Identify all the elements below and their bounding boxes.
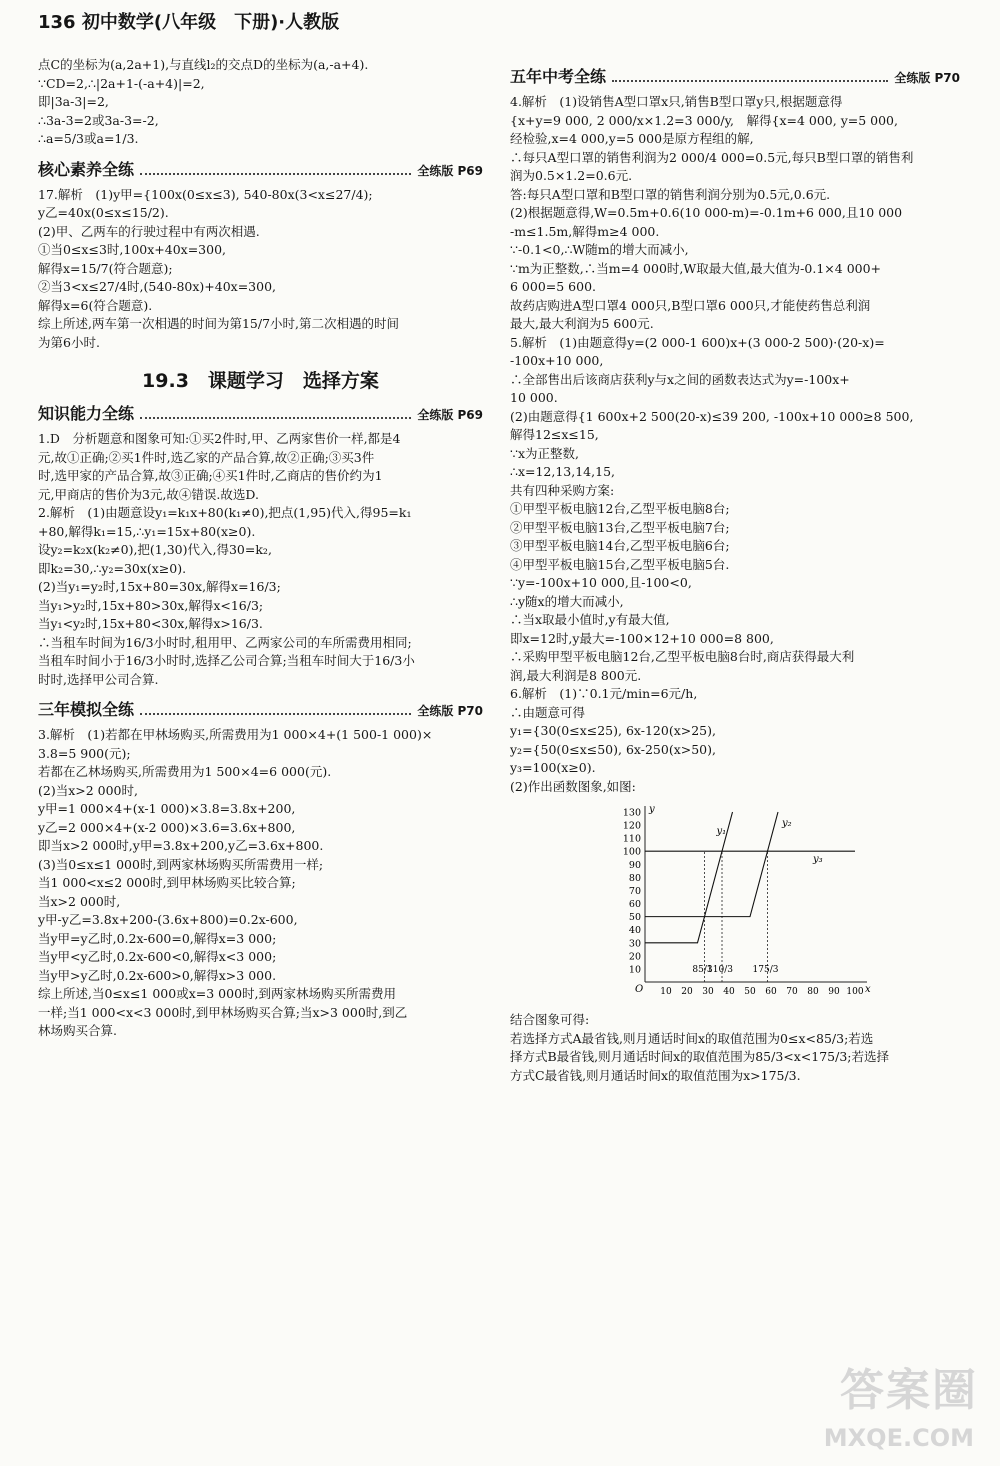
text-line: (2)由题意得{1 600x+2 500(20-x)≤39 200, -100x+10 000≥8 500, [510, 408, 914, 424]
text-line: 一样;当1 000<x<3 000时,到甲林场购买合算;当x>3 000时,到乙 [38, 1004, 408, 1020]
text-line: 解得x=6(符合题意). [38, 297, 153, 313]
text-line: 时时,选择甲公司合算. [38, 671, 159, 687]
text-line: 6 000=5 600. [510, 279, 597, 294]
function-graph [605, 802, 875, 1007]
text-line: (2)当y₁=y₂时,15x+80=30x,解得x=16/3; [38, 579, 281, 594]
y-tick-label: 30 [628, 938, 641, 950]
x-axis-label: x [865, 984, 871, 995]
text-line: (2)根据题意得,W=0.5m+0.6(10 000-m)=-0.1m+6 000,且10 000 [510, 205, 903, 220]
left-column [38, 56, 483, 1041]
text-line: 即当x>2 000时,y甲=3.8x+200,y乙=3.6x+800. [38, 838, 324, 853]
text-line: 综上所述,当0≤x≤1 000或x=3 000时,到两家林场购买所需费用 [38, 986, 396, 1001]
text-line: 润为0.5×1.2=0.6元. [510, 168, 633, 183]
text-line: ③甲型平板电脑14台,乙型平板电脑6台; [510, 538, 730, 553]
text-line: 2.解析 (1)由题意设y₁=k₁x+80(k₁≠0),把点(1,95)代入,得95=k₁ [38, 505, 412, 520]
x-tick-label: 80 [807, 987, 819, 997]
section-header [38, 401, 483, 424]
right-column-text [510, 64, 960, 796]
text-line: 若都在乙林场购买,所需费用为1 500×4=6 000(元). [38, 764, 332, 779]
text-line: 为第6小时. [38, 334, 100, 350]
y-tick-label: 100 [622, 846, 641, 858]
text-line: 结合图象可得: [510, 1012, 590, 1027]
section-title: 三年模拟全练 [38, 700, 135, 719]
section-page-ref: 全练版 P69 [417, 163, 483, 178]
text-line: y甲-y乙=3.8x+200-(3.6x+800)=0.2x-600, [38, 912, 298, 927]
y-axis-label: y [649, 804, 655, 815]
text-line: 共有四种采购方案: [510, 482, 615, 498]
section-header [38, 697, 483, 720]
text-line: 当y甲=y乙时,0.2x-600=0,解得x=3 000; [38, 930, 277, 946]
text-line: 当y甲>y乙时,0.2x-600>0,解得x>3 000. [38, 967, 277, 983]
x-tick-label: 100 [846, 987, 864, 997]
text-line: (2)甲、乙两车的行驶过程中有两次相遇. [38, 223, 260, 239]
text-line: 当租车时间小于16/3小时时,选择乙公司合算;当租车时间大于16/3小 [38, 653, 415, 668]
x-tick-label: 70 [786, 987, 798, 997]
text-line: ∵y=-100x+10 000,且-100<0, [510, 575, 692, 590]
y-tick-label: 90 [628, 859, 641, 871]
text-line: ∴y随x的增大而减小, [510, 593, 624, 609]
text-line: ∴由题意可得 [510, 704, 586, 720]
text-line: 若选择方式A最省钱,则月通话时间x的取值范围为0≤x<85/3;若选 [510, 1030, 874, 1046]
series-label: y₃ [813, 854, 823, 866]
y-tick-label: 70 [628, 885, 641, 897]
text-line: 答:每只A型口罩和B型口罩的销售利润分别为0.5元,0.6元. [510, 186, 831, 202]
text-line: 故药店购进A型口罩4 000只,B型口罩6 000只,才能使药售总利润 [510, 297, 871, 313]
text-line: 6.解析 (1)∵0.1元/min=6元/h, [510, 686, 698, 701]
section-page-ref: 全练版 P70 [417, 704, 483, 718]
text-line: ∵x为正整数, [510, 445, 579, 461]
text-line: ∵m为正整数,∴当m=4 000时,W取最大值,最大值为-0.1×4 000+ [510, 260, 882, 276]
right-column-conclusion [510, 1011, 960, 1085]
text-line: 点C的坐标为(a,2a+1),与直线l₂的交点D的坐标为(a,-a+4). [38, 57, 369, 72]
text-line: 元,甲商店的售价为3元,故④错误.故选D. [38, 486, 259, 502]
text-line: 择方式B最省钱,则月通话时间x的取值范围为85/3<x<175/3;若选择 [510, 1049, 890, 1064]
text-line: ∴当x取最小值时,y有最大值, [510, 612, 670, 627]
x-tick-label: 60 [765, 987, 777, 997]
text-line: 即x=12时,y最大=-100×12+10 000=8 800, [510, 630, 774, 646]
text-line: ∴全部售出后该商店获利y与x之间的函数表达式为y=-100x+ [510, 371, 850, 387]
page-header: 136 初中数学(八年级 下册)·人教版 [38, 12, 340, 33]
y-tick-label: 120 [622, 820, 641, 832]
text-line: 解得x=15/7(符合题意); [38, 260, 173, 276]
section-header [38, 157, 483, 180]
x-tick-label: 20 [681, 987, 693, 997]
text-line: ②甲型平板电脑13台,乙型平板电脑7台; [510, 519, 730, 535]
text-line: 时,选甲家的产品合算,故③正确;④买1件时,乙商店的售价约为1 [38, 468, 383, 483]
y-tick-label: 60 [628, 899, 641, 911]
section-title: 核心素养全练 [38, 159, 135, 179]
text-line: {x+y=9 000, 2 000/x×1.2=3 000/y, 解得{x=4 000, y=5 000, [510, 112, 898, 128]
text-line: 当1 000<x≤2 000时,到甲林场购买比较合算; [38, 875, 296, 890]
text-line: 3.解析 (1)若都在甲林场购买,所需费用为1 000×4+(1 500-1 000)× [38, 727, 433, 742]
text-line: 即|3a-3|=2, [38, 94, 109, 109]
text-line: 当y₁<y₂时,15x+80<30x,解得x>16/3. [38, 616, 263, 631]
dotted-leader [140, 407, 411, 419]
watermark-url: MXQE.COM [823, 1424, 974, 1452]
section-title: 知识能力全练 [38, 404, 135, 423]
text-line: 解得12≤x≤15, [510, 427, 599, 442]
x-tick-label: 40 [723, 987, 735, 997]
text-line: y₁={30(0≤x≤25), 6x-120(x>25), [510, 723, 716, 738]
x-tick-label: 10 [660, 987, 672, 997]
text-line: ∴当租车时间为16/3小时时,租用甲、乙两家公司的车所需费用相同; [38, 634, 412, 650]
text-line: 5.解析 (1)由题意得y=(2 000-1 600)x+(3 000-2 500)·(20-x)= [510, 334, 885, 350]
x-tick-label: 30 [702, 987, 714, 997]
text-line: ②当3<x≤27/4时,(540-80x)+40x=300, [38, 279, 277, 294]
dotted-leader [140, 703, 411, 715]
text-line: 即k₂=30,∴y₂=30x(x≥0). [38, 560, 187, 576]
text-line: +80,解得k₁=15,∴y₁=15x+80(x≥0). [38, 523, 256, 539]
section-page-ref: 全练版 P69 [417, 408, 483, 422]
text-line: 17.解析 (1)y甲={100x(0≤x≤3), 540-80x(3<x≤27/4); [38, 186, 373, 202]
text-line: 元,故①正确;②买1件时,选乙家的产品合算,故②正确;③买3件 [38, 449, 375, 465]
text-line: 综上所述,两车第一次相遇的时间为第15/7小时,第二次相遇的时间 [38, 316, 400, 331]
text-line: ∴a=5/3或a=1/3. [38, 131, 139, 146]
text-line: 10 000. [510, 390, 558, 405]
text-line: -m≤1.5m,解得m≥4 000. [510, 223, 660, 239]
text-line: 当x>2 000时, [38, 893, 121, 909]
text-line: 1.D 分析题意和图象可知:①买2件时,甲、乙两家售价一样,都是4 [38, 431, 401, 446]
y-tick-label: 80 [628, 872, 641, 884]
section-page-ref: 全练版 P70 [894, 71, 960, 85]
text-line: 设y₂=k₂x(k₂≠0),把(1,30)代入,得30=k₂, [38, 542, 272, 557]
y-tick-label: 110 [622, 833, 641, 845]
text-line: ①甲型平板电脑12台,乙型平板电脑8台; [510, 501, 730, 516]
section-header [510, 64, 960, 87]
x-annotation: 110/3 [707, 965, 733, 975]
text-line: y甲=1 000×4+(x-1 000)×3.8=3.8x+200, [38, 801, 296, 816]
y-tick-label: 10 [628, 964, 641, 976]
text-line: y乙=40x(0≤x≤15/2). [38, 205, 169, 220]
dotted-leader [140, 163, 411, 175]
text-line: (2)作出函数图象,如图: [510, 778, 636, 794]
y-tick-label: 130 [622, 807, 641, 819]
text-line: 当y₁>y₂时,15x+80>30x,解得x<16/3; [38, 597, 264, 613]
text-line: ∴采购甲型平板电脑12台,乙型平板电脑8台时,商店获得最大利 [510, 649, 855, 664]
y-tick-label: 50 [628, 912, 641, 924]
text-line: ④甲型平板电脑15台,乙型平板电脑5台. [510, 556, 730, 572]
series-line-2 [645, 812, 778, 917]
text-line: 3.8=5 900(元); [38, 745, 131, 761]
text-line: -100x+10 000, [510, 353, 604, 368]
y-tick-label: 40 [628, 925, 641, 937]
x-annotation: 175/3 [752, 965, 779, 975]
section-title: 五年中考全练 [510, 67, 607, 86]
text-line: ∵CD=2,∴|2a+1-(-a+4)|=2, [38, 75, 205, 91]
right-column [510, 56, 960, 1085]
y-tick-label: 20 [628, 951, 641, 963]
text-line: y₃=100(x≥0). [510, 760, 596, 775]
text-line: ∵-0.1<0,∴W随m的增大而减小, [510, 242, 689, 257]
text-line: 润,最大利润是8 800元. [510, 667, 642, 683]
series-label: y₁ [716, 826, 727, 837]
text-line: ∴3a-3=2或3a-3=-2, [38, 112, 159, 128]
text-line: ∴x=12,13,14,15, [510, 464, 615, 479]
text-line: 4.解析 (1)设销售A型口罩x只,销售B型口罩y只,根据题意得 [510, 94, 843, 109]
text-line: 当y甲<y乙时,0.2x-600<0,解得x<3 000; [38, 949, 277, 964]
text-line: ∴每只A型口罩的销售利润为2 000/4 000=0.5元,每只B型口罩的销售利 [510, 149, 914, 165]
lesson-title: 19.3 课题学习 选择方案 [142, 370, 379, 392]
text-line: ①当0≤x≤3时,100x+40x=300, [38, 242, 227, 257]
origin-label: O [635, 984, 644, 995]
text-line: 经检验,x=4 000,y=5 000是原方程组的解, [510, 131, 754, 146]
text-line: (3)当0≤x≤1 000时,到两家林场购买所需费用一样; [38, 856, 324, 872]
text-line: y₂={50(0≤x≤50), 6x-250(x>50), [510, 741, 716, 757]
x-tick-label: 90 [828, 987, 840, 997]
dotted-leader [612, 70, 888, 82]
x-tick-label: 50 [744, 987, 756, 997]
text-line: y乙=2 000×4+(x-2 000)×3.6=3.6x+800, [38, 819, 296, 835]
text-line: 方式C最省钱,则月通话时间x的取值范围为x>175/3. [510, 1067, 801, 1083]
text-line: 林场购买合算. [38, 1023, 117, 1038]
watermark-logo: 答案圈 [840, 1365, 978, 1416]
x-annotation: 85/3 [692, 965, 713, 975]
text-line: (2)当x>2 000时, [38, 782, 138, 798]
series-label: y₂ [781, 818, 792, 829]
text-line: 最大,最大利润为5 600元. [510, 316, 654, 331]
